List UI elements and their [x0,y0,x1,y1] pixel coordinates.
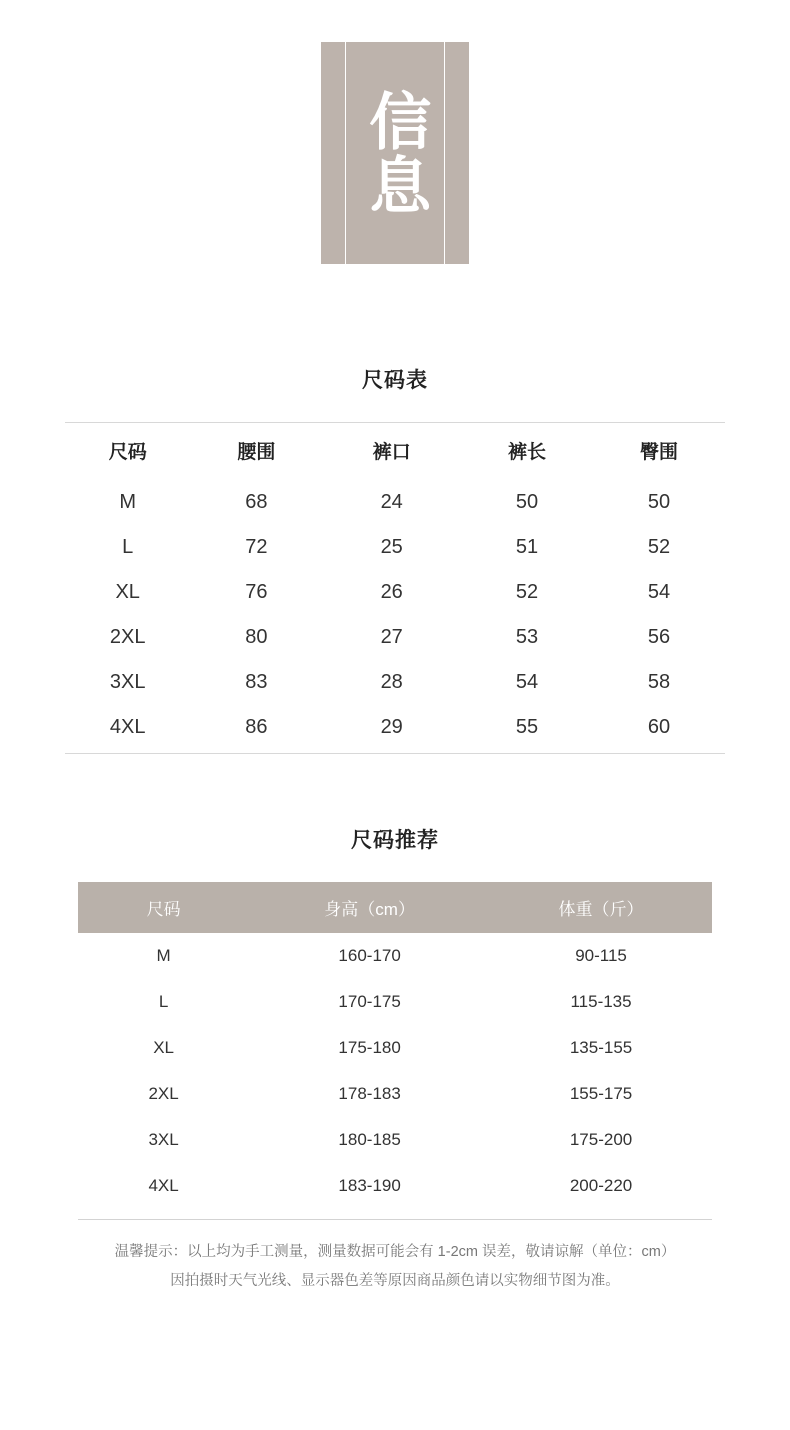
table-row [78,979,712,1025]
size-chart-cell: 4XL [109,716,146,738]
size-chart-cell: 52 [515,581,539,603]
table-row [65,705,725,753]
size-recommendation-header-row [78,882,712,933]
note-line-2: 因拍摄时天气光线、显示器色差等原因商品颜色请以实物细节图为准。 [170,1273,620,1289]
size-chart-cell: 29 [380,716,403,738]
size-chart-table [65,422,725,753]
size-chart-cell: 56 [647,626,671,648]
size-chart-cell: 2XL [109,626,146,648]
table-row [65,660,725,705]
table-row [65,570,725,615]
table-row [65,615,725,660]
size-recommendation-cell: 175-200 [569,1130,633,1149]
size-chart-header-cell: 尺码 [65,423,190,481]
size-chart-cell: 50 [647,491,671,513]
size-chart-cell: 76 [245,581,268,603]
size-recommendation-cell: 3XL [148,1130,179,1149]
size-recommendation-bottom-divider [78,1219,712,1220]
size-chart-cell: 83 [245,671,268,693]
size-recommendation-cell: 200-220 [569,1176,633,1195]
table-row [78,1071,712,1117]
size-recommendation-header-cell: 体重（斤） [490,882,712,933]
size-recommendation-cell: 115-135 [570,992,632,1011]
size-chart-header-cell: 腰围 [190,423,322,481]
size-recommendation-title: 尺码推荐 [351,829,439,852]
size-chart-cell: 50 [515,491,539,513]
notes [65,1238,725,1296]
size-recommendation-cell: 90-115 [575,946,627,965]
banner-title: 信息 [358,89,432,217]
size-chart-cell: 86 [245,716,268,738]
table-row [78,1025,712,1071]
size-chart-bottom-divider [65,753,725,754]
size-recommendation-header-cell: 尺码 [78,882,249,933]
size-chart-cell: 26 [380,581,403,603]
table-row [78,1163,712,1209]
size-recommendation-cell: 160-170 [338,946,401,965]
size-chart-header-cell: 裤口 [322,423,461,481]
size-chart-cell: 72 [245,536,268,558]
size-chart-cell: 80 [245,626,268,648]
size-chart-cell: 53 [515,626,539,648]
banner-box [321,42,469,264]
size-recommendation-cell: M [156,946,171,965]
note-line-1: 温馨提示：以上均为手工测量，测量数据可能会有 1-2cm 误差，敬请谅解（单位：cm） [114,1244,676,1260]
size-recommendation-cell: 170-175 [338,992,401,1011]
size-recommendation-header-cell: 身高（cm） [249,882,490,933]
size-chart-cell: L [122,536,134,558]
size-recommendation-cell: 2XL [148,1084,179,1103]
size-chart-header-cell: 臀围 [593,423,725,481]
size-chart-cell: 25 [380,536,403,558]
size-chart-header-cell: 裤长 [461,423,593,481]
size-recommendation-cell: 175-180 [338,1038,401,1057]
size-chart-cell: 24 [380,491,403,513]
size-chart-cell: 51 [515,536,539,558]
size-chart-cell: 68 [245,491,268,513]
size-chart-cell: 54 [515,671,539,693]
size-chart-cell: 55 [515,716,539,738]
size-chart-cell: XL [115,581,140,603]
table-row [78,1117,712,1163]
table-row [65,525,725,570]
size-chart-cell: M [119,491,137,513]
size-chart-cell: 3XL [109,671,146,693]
size-chart-title: 尺码表 [362,369,428,392]
size-chart-cell: 27 [380,626,403,648]
size-chart-cell: 28 [380,671,403,693]
size-recommendation-cell: 4XL [148,1176,179,1195]
table-row [65,480,725,525]
size-recommendation-wrap [78,882,712,1209]
size-recommendation-cell: 183-190 [338,1176,401,1195]
size-recommendation-cell: 180-185 [338,1130,401,1149]
size-chart-wrap [65,422,725,754]
table-row [78,933,712,979]
size-chart-cell: 54 [647,581,671,603]
size-chart-cell: 58 [647,671,671,693]
size-chart-header-row [65,423,725,481]
banner [0,0,790,264]
size-recommendation-cell: L [158,992,169,1011]
size-recommendation-cell: 155-175 [569,1084,633,1103]
size-recommendation-cell: 135-155 [569,1038,633,1057]
size-recommendation-cell: 178-183 [338,1084,401,1103]
size-recommendation-cell: XL [153,1038,174,1057]
size-chart-cell: 60 [647,716,671,738]
size-chart-cell: 52 [647,536,671,558]
size-recommendation-table [78,882,712,1209]
